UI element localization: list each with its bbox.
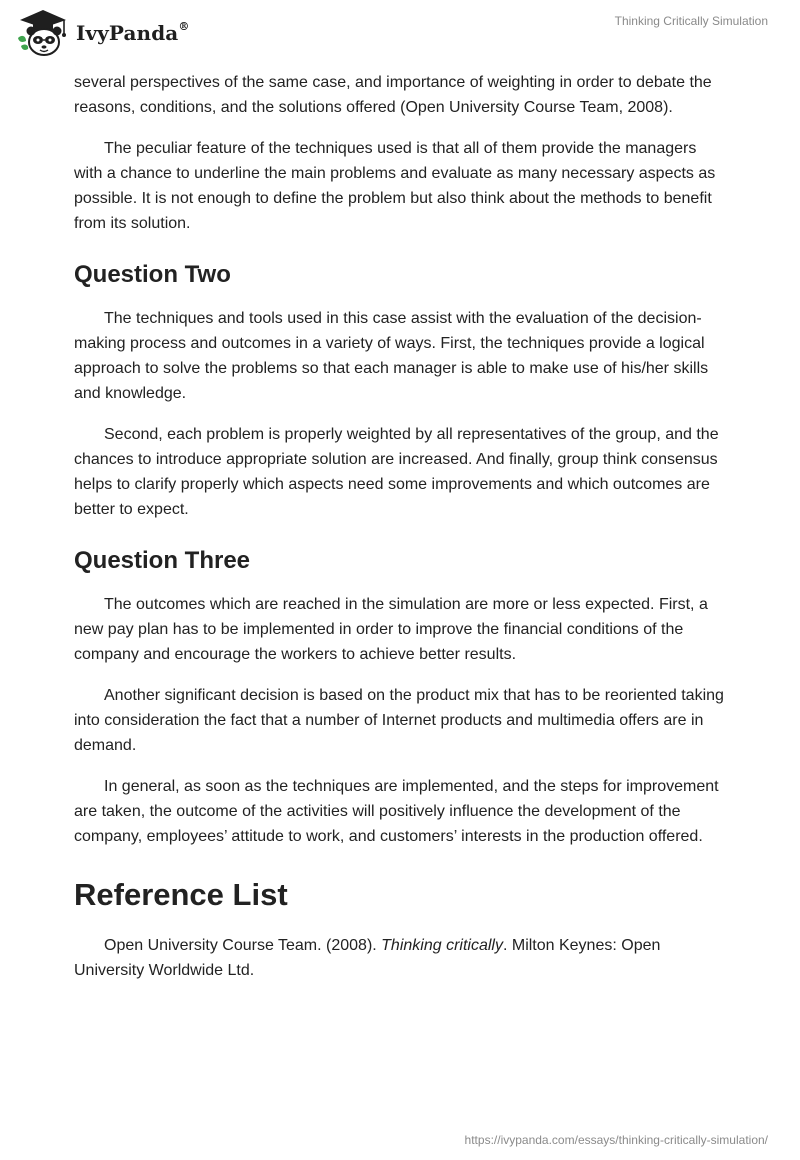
- document-title: Thinking Critically Simulation: [614, 14, 768, 28]
- panda-graduate-icon: [14, 8, 72, 58]
- reference-publisher: . Milton Keynes: Open University Worldwide Ltd.: [74, 937, 661, 979]
- paragraph: In general, as soon as the techniques are implemented, and the steps for improvement are taken, the outcome of the activities will positively influence the development of the company, employees’ attitude to work, and customers’ interests in the production offered.: [74, 778, 719, 845]
- paragraph: The techniques and tools used in this case assist with the evaluation of the decision-making process and outcomes in a variety of ways. First, the techniques provide a logical approach to solve the problems so that each manager is able to make use of his/her skills and knowledge.: [74, 310, 709, 402]
- heading-question-three: Question Three: [74, 547, 251, 574]
- brand-name: [76, 21, 189, 45]
- heading-question-two: Question Two: [74, 261, 231, 288]
- page-header: [0, 0, 800, 70]
- paragraph: The peculiar feature of the techniques used is that all of them provide the managers with a chance to underline the main problems and evaluate as many necessary aspects as possible. It is not enough to define the problem but also think about the methods to benefit from its solution.: [74, 140, 716, 232]
- heading-reference-list: Reference List: [74, 877, 288, 912]
- paragraph: several perspectives of the same case, and importance of weighting in order to debate the reasons, conditions, and the solutions offered (Open University Course Team, 2008).: [74, 74, 712, 116]
- ivypanda-logo[interactable]: [14, 10, 189, 56]
- reference-entry: [74, 933, 726, 983]
- brand-text: IvyPanda: [76, 21, 179, 45]
- paragraph: Another significant decision is based on the product mix that has to be reoriented taking into consideration the fact that a number of Internet products and multimedia offers are in demand.: [74, 687, 724, 754]
- essay-content: [74, 70, 726, 999]
- paragraph: The outcomes which are reached in the simulation are more or less expected. First, a new pay plan has to be implemented in order to improve the financial conditions of the company and encourage the workers to achieve better results.: [74, 596, 708, 663]
- source-url-link[interactable]: https://ivypanda.com/essays/thinking-critically-simulation/: [464, 1133, 768, 1147]
- reference-authors: Open University Course Team. (2008).: [104, 937, 382, 954]
- paragraph: Second, each problem is properly weighted by all representatives of the group, and the chances to introduce appropriate solution are increased. And finally, group think consensus helps to clarify properly which aspects need some improvements and which outcomes are better to expect.: [74, 426, 719, 518]
- reference-title: Thinking critically: [381, 937, 503, 954]
- registered-mark: ®: [178, 20, 190, 34]
